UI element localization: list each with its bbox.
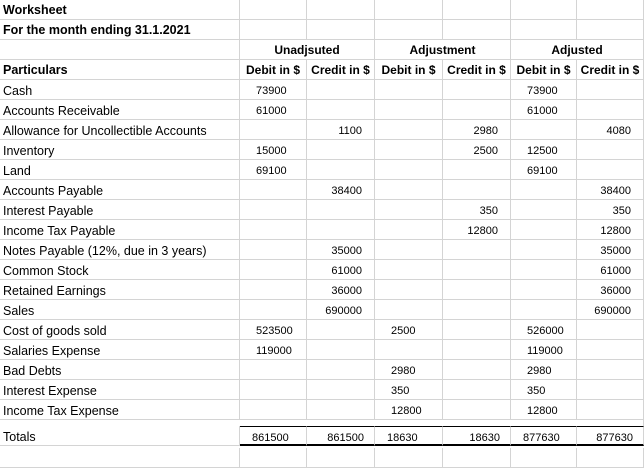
- amount-cell: [307, 320, 375, 340]
- amount-cell: [443, 260, 511, 280]
- amount-cell: 73900: [240, 80, 307, 100]
- group-header: Adjusted: [511, 40, 644, 60]
- row-label: Retained Earnings: [0, 280, 240, 300]
- amount-cell: 2980: [375, 360, 443, 380]
- amount-cell: [375, 240, 443, 260]
- amount-cell: 2980: [511, 360, 577, 380]
- amount-cell: 119000: [511, 340, 577, 360]
- empty-cell: [240, 448, 307, 468]
- empty-cell: [577, 448, 644, 468]
- amount-cell: 12800: [577, 220, 644, 240]
- amount-cell: 2500: [443, 140, 511, 160]
- amount-cell: [240, 240, 307, 260]
- empty-cell: [443, 448, 511, 468]
- empty-cell: [443, 0, 511, 20]
- row-label: Allowance for Uncollectible Accounts: [0, 120, 240, 140]
- row-label: Cash: [0, 80, 240, 100]
- amount-cell: [577, 100, 644, 120]
- amount-cell: [443, 340, 511, 360]
- total-amount: 877630: [511, 426, 577, 446]
- amount-cell: [577, 140, 644, 160]
- amount-cell: [375, 340, 443, 360]
- amount-cell: [375, 160, 443, 180]
- amount-cell: [511, 300, 577, 320]
- amount-cell: 2500: [375, 320, 443, 340]
- column-header: Credit in $: [307, 60, 375, 80]
- row-label: Interest Payable: [0, 200, 240, 220]
- amount-cell: [375, 80, 443, 100]
- amount-cell: [443, 300, 511, 320]
- amount-cell: [511, 180, 577, 200]
- amount-cell: 69100: [511, 160, 577, 180]
- amount-cell: [511, 260, 577, 280]
- totals-label: Totals: [0, 426, 240, 446]
- group-header: Unadjsuted: [240, 40, 375, 60]
- amount-cell: 61000: [511, 100, 577, 120]
- amount-cell: [443, 380, 511, 400]
- amount-cell: [577, 160, 644, 180]
- empty-cell: [443, 20, 511, 40]
- amount-cell: [443, 160, 511, 180]
- empty-cell: [307, 20, 375, 40]
- amount-cell: [375, 100, 443, 120]
- amount-cell: 61000: [307, 260, 375, 280]
- empty-cell: [307, 448, 375, 468]
- total-amount: 18630: [375, 426, 443, 446]
- amount-cell: [443, 360, 511, 380]
- empty-cell: [375, 448, 443, 468]
- row-label: Salaries Expense: [0, 340, 240, 360]
- amount-cell: [240, 180, 307, 200]
- total-amount: 861500: [240, 426, 307, 446]
- amount-cell: [240, 280, 307, 300]
- amount-cell: 12500: [511, 140, 577, 160]
- empty-cell: [577, 20, 644, 40]
- empty-cell: [511, 448, 577, 468]
- amount-cell: 690000: [307, 300, 375, 320]
- amount-cell: [577, 400, 644, 420]
- amount-cell: [577, 340, 644, 360]
- amount-cell: [443, 320, 511, 340]
- amount-cell: [375, 200, 443, 220]
- column-header: Debit in $: [375, 60, 443, 80]
- row-label: Common Stock: [0, 260, 240, 280]
- amount-cell: 38400: [577, 180, 644, 200]
- amount-cell: 526000: [511, 320, 577, 340]
- amount-cell: [240, 200, 307, 220]
- amount-cell: [307, 100, 375, 120]
- amount-cell: 523500: [240, 320, 307, 340]
- row-label: Cost of goods sold: [0, 320, 240, 340]
- total-amount: 877630: [577, 426, 644, 446]
- amount-cell: [240, 300, 307, 320]
- empty-cell: [511, 0, 577, 20]
- amount-cell: [375, 180, 443, 200]
- amount-cell: [307, 220, 375, 240]
- amount-cell: [443, 240, 511, 260]
- total-amount: 861500: [307, 426, 375, 446]
- group-header: Adjustment: [375, 40, 511, 60]
- amount-cell: [375, 140, 443, 160]
- row-label: Income Tax Payable: [0, 220, 240, 240]
- amount-cell: 119000: [240, 340, 307, 360]
- empty-cell: [240, 0, 307, 20]
- amount-cell: [511, 200, 577, 220]
- amount-cell: 690000: [577, 300, 644, 320]
- amount-cell: 350: [443, 200, 511, 220]
- amount-cell: [240, 380, 307, 400]
- amount-cell: [240, 360, 307, 380]
- amount-cell: [307, 400, 375, 420]
- amount-cell: [307, 80, 375, 100]
- amount-cell: 350: [577, 200, 644, 220]
- amount-cell: 4080: [577, 120, 644, 140]
- column-header: Credit in $: [577, 60, 644, 80]
- amount-cell: [307, 380, 375, 400]
- amount-cell: [307, 360, 375, 380]
- amount-cell: [240, 400, 307, 420]
- amount-cell: [240, 120, 307, 140]
- amount-cell: 12800: [511, 400, 577, 420]
- amount-cell: [375, 120, 443, 140]
- amount-cell: [443, 400, 511, 420]
- amount-cell: 1100: [307, 120, 375, 140]
- amount-cell: [443, 80, 511, 100]
- row-label: Sales: [0, 300, 240, 320]
- row-label: Interest Expense: [0, 380, 240, 400]
- amount-cell: [307, 160, 375, 180]
- amount-cell: 61000: [577, 260, 644, 280]
- amount-cell: [577, 80, 644, 100]
- empty-cell: [307, 0, 375, 20]
- sheet-title: Worksheet: [0, 0, 240, 20]
- amount-cell: [240, 260, 307, 280]
- column-header: Debit in $: [240, 60, 307, 80]
- amount-cell: 38400: [307, 180, 375, 200]
- amount-cell: [511, 120, 577, 140]
- row-label: Accounts Receivable: [0, 100, 240, 120]
- empty-cell: [375, 0, 443, 20]
- amount-cell: [375, 220, 443, 240]
- empty-cell: [511, 20, 577, 40]
- amount-cell: [307, 200, 375, 220]
- amount-cell: 350: [375, 380, 443, 400]
- particulars-header: Particulars: [0, 60, 240, 80]
- amount-cell: [307, 140, 375, 160]
- amount-cell: [577, 380, 644, 400]
- amount-cell: 350: [511, 380, 577, 400]
- amount-cell: [511, 280, 577, 300]
- amount-cell: 35000: [307, 240, 375, 260]
- amount-cell: [375, 300, 443, 320]
- amount-cell: [375, 280, 443, 300]
- amount-cell: 35000: [577, 240, 644, 260]
- amount-cell: [577, 320, 644, 340]
- amount-cell: 36000: [307, 280, 375, 300]
- amount-cell: 69100: [240, 160, 307, 180]
- empty-cell: [375, 20, 443, 40]
- amount-cell: 73900: [511, 80, 577, 100]
- amount-cell: [577, 360, 644, 380]
- row-label: Land: [0, 160, 240, 180]
- amount-cell: [307, 340, 375, 360]
- amount-cell: [443, 280, 511, 300]
- amount-cell: [240, 220, 307, 240]
- empty-cell: [577, 0, 644, 20]
- column-header: Credit in $: [443, 60, 511, 80]
- sheet-subtitle: For the month ending 31.1.2021: [0, 20, 240, 40]
- column-header: Debit in $: [511, 60, 577, 80]
- row-label: Accounts Payable: [0, 180, 240, 200]
- amount-cell: [511, 240, 577, 260]
- total-amount: 18630: [443, 426, 511, 446]
- amount-cell: 12800: [443, 220, 511, 240]
- amount-cell: 12800: [375, 400, 443, 420]
- empty-cell: [0, 40, 240, 60]
- amount-cell: [443, 180, 511, 200]
- amount-cell: 61000: [240, 100, 307, 120]
- row-label: Notes Payable (12%, due in 3 years): [0, 240, 240, 260]
- amount-cell: 36000: [577, 280, 644, 300]
- row-label: Income Tax Expense: [0, 400, 240, 420]
- empty-cell: [0, 448, 240, 468]
- amount-cell: 15000: [240, 140, 307, 160]
- amount-cell: [443, 100, 511, 120]
- amount-cell: [375, 260, 443, 280]
- row-label: Inventory: [0, 140, 240, 160]
- amount-cell: 2980: [443, 120, 511, 140]
- amount-cell: [511, 220, 577, 240]
- row-label: Bad Debts: [0, 360, 240, 380]
- empty-cell: [240, 20, 307, 40]
